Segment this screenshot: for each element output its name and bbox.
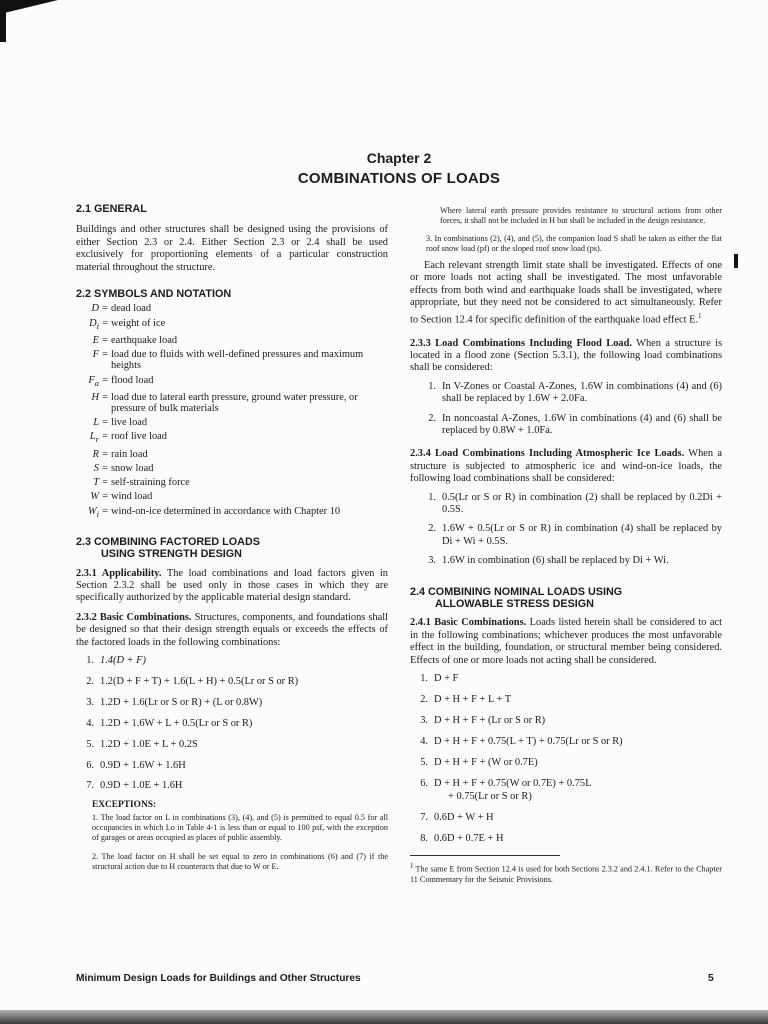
chapter-title: COMBINATIONS OF LOADS bbox=[297, 170, 501, 187]
right-column bbox=[410, 206, 722, 885]
combination-continuation: + 0.75(Lr or S or R) bbox=[448, 790, 532, 802]
symbol-row: E = earthquake load bbox=[92, 334, 178, 346]
symbol-row: T = self-straining force bbox=[93, 477, 190, 489]
list-item: 1. 0.5(Lr or S or R) in combination (2) shall be replaced by 0.2Di + 0.5S. bbox=[428, 491, 722, 515]
list-item: 1. In V-Zones or Coastal A-Zones, 1.6W in combinations (4) and (6) shall be replaced by 1.6W + 2.0Fa. bbox=[428, 380, 722, 405]
combination-item: 4. D + H + F + 0.75(L + T) + 0.75(Lr or S or R) bbox=[420, 735, 623, 747]
section-2-1-body: Buildings and other structures shall be designed using the provisions of either Section 2.3 or 2.4. Either Section 2.3 or 2.4 shall be used exclusively for proportioning elements of a particular construction material throughout the structure. bbox=[76, 224, 388, 273]
combination-item: 2. 1.2(D + F + T) + 1.6(L + H) + 0.5(Lr or S or R) bbox=[86, 675, 299, 687]
combination-item: 3. D + H + F + (Lr or S or R) bbox=[420, 714, 546, 726]
combination-item: 7. 0.9D + 1.0E + 1.6H bbox=[86, 780, 183, 792]
left-column bbox=[76, 203, 388, 872]
exception-1: 1. The load factor on L in combinations (3), (4), and (5) is permitted to equal 0.5 for all occupancies in which Lo in Table 4-1 is less than or equal to 100 psf, with the exception of garages or areas occupied as places of public assembly. bbox=[92, 813, 388, 843]
footer-title: Minimum Design Loads for Buildings and Other Structures bbox=[76, 973, 361, 984]
symbol-row: $D_i$ = weight of ice bbox=[89, 317, 166, 331]
combination-item: 8. 0.6D + 0.7E + H bbox=[420, 832, 504, 844]
flood-items bbox=[410, 381, 722, 438]
symbol-row: F = load due to fluids with well-defined pressures and maximum heights bbox=[92, 349, 364, 372]
combination-item: 2. D + H + F + L + T bbox=[420, 693, 512, 705]
strength-limit-paragraph: Each relevant strength limit state shall be investigated. Effects of one or more loads not acting shall be investigated. The most unfavorable effects from both wind and earthquake loads shall be investigated, where appropriate, but they need not be considered to act simultaneously. Refer to Section 12.4 for specific definition of the earthquake load effect E.$^1$ bbox=[410, 260, 722, 326]
section-2-3-1: 2.3.1 Applicability. The load combinations and load factors given in Section 2.3.2 shall be used only in those cases in which they are specifically authorized by the applicable material design standard. bbox=[76, 567, 388, 604]
section-2-3-4: 2.3.4 Load Combinations Including Atmospheric Ice Loads. When a structure is subjected to atmospheric ice and wind-on-ice loads, the following load combinations shall be considered: bbox=[410, 448, 722, 485]
section-2-4-1: 2.4.1 Basic Combinations. Loads listed herein shall be considered to act in the following combinations; whichever produces the most unfavorable effect in the building, foundation, or structural member being considered. Effects of one or more loads not acting shall be considered. bbox=[410, 617, 723, 666]
exceptions-label: EXCEPTIONS: bbox=[92, 799, 157, 810]
symbol-row: L = live load bbox=[93, 417, 148, 429]
combination-item: 7. 0.6D + W + H bbox=[420, 811, 494, 823]
symbol-row: W = wind load bbox=[90, 491, 153, 503]
combination-item: 1. 1.4(D + F) bbox=[86, 655, 146, 667]
change-bar bbox=[734, 254, 738, 268]
list-item: 2. 1.6W + 0.5(Lr or S or R) in combination (4) shall be replaced by Di + Wi + 0.5S. bbox=[428, 523, 722, 547]
footnote-ref: 1 bbox=[698, 311, 702, 320]
symbol-row: D = dead load bbox=[91, 303, 152, 315]
symbol-list bbox=[76, 303, 388, 519]
combination-item: 4. 1.2D + 1.6W + L + 0.5(Lr or S or R) bbox=[86, 717, 253, 729]
symbol-row: H = load due to lateral earth pressure, ground water pressure, or pressure of bulk materials bbox=[91, 391, 358, 415]
asd-combinations bbox=[410, 673, 722, 845]
footnote-rule bbox=[410, 855, 560, 856]
combination-item: 1. D + F bbox=[420, 673, 459, 685]
symbol-row: $F_a$ = flood load bbox=[88, 374, 154, 388]
footnote: $^1$ The same E from Section 12.4 is used for both Sections 2.3.2 and 2.4.1. Refer to the Chapter 11 Commentary for the Seismic Provisions. bbox=[410, 863, 722, 884]
section-2-3-2: 2.3.2 Basic Combinations. Structures, components, and foundations shall be designed so that their design strength equals or exceeds the effects of the factored loads in the following combinations: bbox=[76, 611, 388, 648]
list-item: 3. 1.6W in combination (6) shall be replaced by Di + Wi. bbox=[428, 555, 669, 567]
section-2-2-heading: 2.2 SYMBOLS AND NOTATION bbox=[76, 288, 232, 301]
chapter-number: Chapter 2 bbox=[366, 150, 432, 166]
combination-item: 6. 0.9D + 1.6W + 1.6H bbox=[86, 759, 186, 771]
list-item: 2. In noncoastal A-Zones, 1.6W in combinations (4) and (6) shall be replaced by 0.8W + 1.0Fa. bbox=[428, 412, 722, 436]
combination-item: 5. D + H + F + (W or 0.7E) bbox=[420, 756, 538, 768]
symbol-row: $L_r$ = roof live load bbox=[89, 431, 167, 445]
section-2-3-3: 2.3.3 Load Combinations Including Flood Load. When a structure is located in a flood zone (Section 5.3.1), the following load combinations shall be considered: bbox=[410, 337, 723, 374]
section-2-3-heading: 2.3 COMBINING FACTORED LOADS USING STRENGTH DESIGN bbox=[76, 535, 260, 561]
lateral-earth-note: Where lateral earth pressure provides resistance to structural actions from other forces, it shall not be included in H but shall be included in the design resistance. bbox=[440, 206, 722, 225]
binding-wedge bbox=[0, 0, 58, 14]
snow-load-note: 3. In combinations (2), (4), and (5), the companion load S shall be taken as either the flat roof snow load (pf) or the sloped roof snow load (ps). bbox=[426, 234, 722, 253]
section-2-4-heading: 2.4 COMBINING NOMINAL LOADS USING ALLOWABLE STRESS DESIGN bbox=[410, 585, 623, 610]
symbol-row: R = rain load bbox=[92, 448, 148, 460]
ice-items bbox=[410, 492, 722, 568]
strength-combinations bbox=[76, 655, 388, 793]
combination-item: 5. 1.2D + 1.0E + L + 0.2S bbox=[86, 738, 198, 750]
page-number: 5 bbox=[708, 973, 714, 984]
combination-item: 6. D + H + F + 0.75(W or 0.7E) + 0.75L bbox=[420, 777, 592, 789]
symbol-row: $W_i$ = wind-on-ice determined in accordance with Chapter 10 bbox=[87, 505, 341, 519]
exception-2: 2. The load factor on H shall be set equal to zero in combinations (6) and (7) if the structural action due to H counteracts that due to W or E. bbox=[92, 852, 388, 872]
section-2-1-heading: 2.1 GENERAL bbox=[76, 203, 147, 215]
symbol-row: S = snow load bbox=[93, 462, 154, 474]
combination-item: 3. 1.2D + 1.6(Lr or S or R) + (L or 0.8W) bbox=[86, 696, 263, 708]
scan-edge bbox=[0, 1010, 768, 1024]
